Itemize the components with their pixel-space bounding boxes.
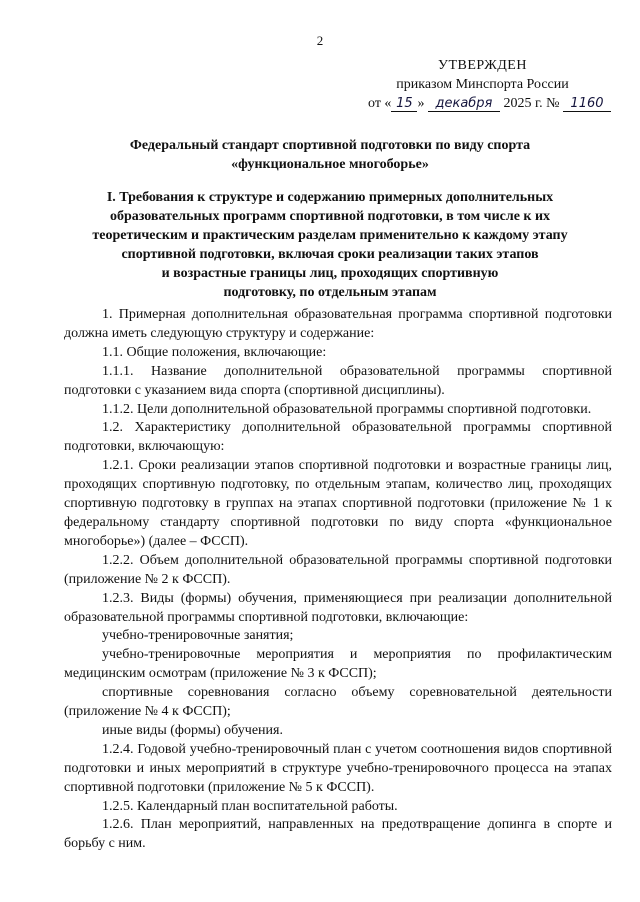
paragraph: 1.1. Общие положения, включающие:: [102, 344, 327, 360]
paragraph: 1.2.4. Годовой учебно-тренировочный план с учетом соотношения видов спортивной подготовки и иных мероприятий в структуре учебно-тренировочного процесса на этапах спортивной подготовки (приложение № 5 к ФССП).: [64, 741, 612, 795]
document-body: [64, 306, 612, 854]
paragraph: спортивные соревнования согласно объему соревновательной деятельности (приложение № 4 к ФССП);: [64, 685, 612, 720]
handwritten-month: декабря: [428, 97, 500, 112]
handwritten-day: 15: [391, 97, 417, 112]
approval-title: УТВЕРЖДЕН: [438, 58, 527, 73]
paragraph: иные виды (формы) обучения.: [102, 722, 283, 738]
date-year: 2025 г. №: [503, 96, 560, 111]
paragraph: 1.2.2. Объем дополнительной образовательной программы спортивной подготовки (приложение № 2 к ФССП).: [64, 552, 612, 587]
page-number: 2: [316, 33, 324, 48]
title-line: Федеральный стандарт спортивной подготовки по виду спорта: [129, 138, 531, 153]
section-heading: [64, 188, 596, 302]
section-heading-line: образовательных программ спортивной подготовки, в том числе к их: [109, 209, 551, 224]
section-heading-line: и возрастные границы лиц, проходящих спортивную: [161, 266, 499, 281]
paragraph: 1.2. Характеристику дополнительной образовательной программы спортивной подготовки, включающую:: [64, 420, 612, 455]
handwritten-order-number: 1160: [563, 97, 611, 112]
paragraph: 1.2.3. Виды (формы) обучения, применяющиеся при реализации дополнительной образовательной программы спортивной подготовки, включающие:: [64, 590, 612, 625]
section-heading-line: спортивной подготовки, включая сроки реализации таких этапов: [121, 247, 539, 262]
paragraph: 1. Примерная дополнительная образовательная программа спортивной подготовки должна иметь следующую структуру и содержание:: [64, 307, 612, 341]
paragraph: 1.2.5. Календарный план воспитательной работы.: [102, 798, 398, 814]
approval-date-line: [340, 94, 625, 113]
paragraph: 1.2.1. Сроки реализации этапов спортивной подготовки и возрастные границы лиц, проходящих спортивную подготовку, по отдельным этапам, количество лиц, проходящих спортивную подготовку в группах на этапах спортивной подготовки (приложение № 1 к федеральному стандарту спортивной подготовки по виду спорта «функциональное многоборье») (далее – ФССП).: [64, 458, 612, 549]
section-heading-line: подготовку, по отдельным этапам: [223, 285, 437, 300]
document-title: [60, 136, 600, 174]
section-heading-line: I. Требования к структуре и содержанию примерных дополнительных: [106, 190, 554, 205]
paragraph: учебно-тренировочные занятия;: [102, 628, 294, 644]
date-prefix: от «: [368, 96, 392, 111]
paragraph: 1.2.6. План мероприятий, направленных на предотвращение допинга в спорте и борьбу с ним.: [64, 817, 612, 852]
date-quote-close: »: [417, 96, 425, 111]
paragraph: 1.1.1. Название дополнительной образовательной программы спортивной подготовки с указанием вида спорта (спортивной дисциплины).: [64, 363, 612, 398]
section-heading-line: теоретическим и практическим разделам применительно к каждому этапу: [92, 228, 568, 243]
paragraph: учебно-тренировочные мероприятия и мероприятия по профилактическим медицинским осмотрам (приложение № 3 к ФССП);: [64, 647, 612, 682]
title-line: «функциональное многоборье»: [231, 157, 429, 172]
paragraph: 1.1.2. Цели дополнительной образовательной программы спортивной подготовки.: [102, 401, 592, 417]
approval-block: [340, 56, 625, 113]
approval-order-line: приказом Минспорта России: [396, 77, 569, 92]
